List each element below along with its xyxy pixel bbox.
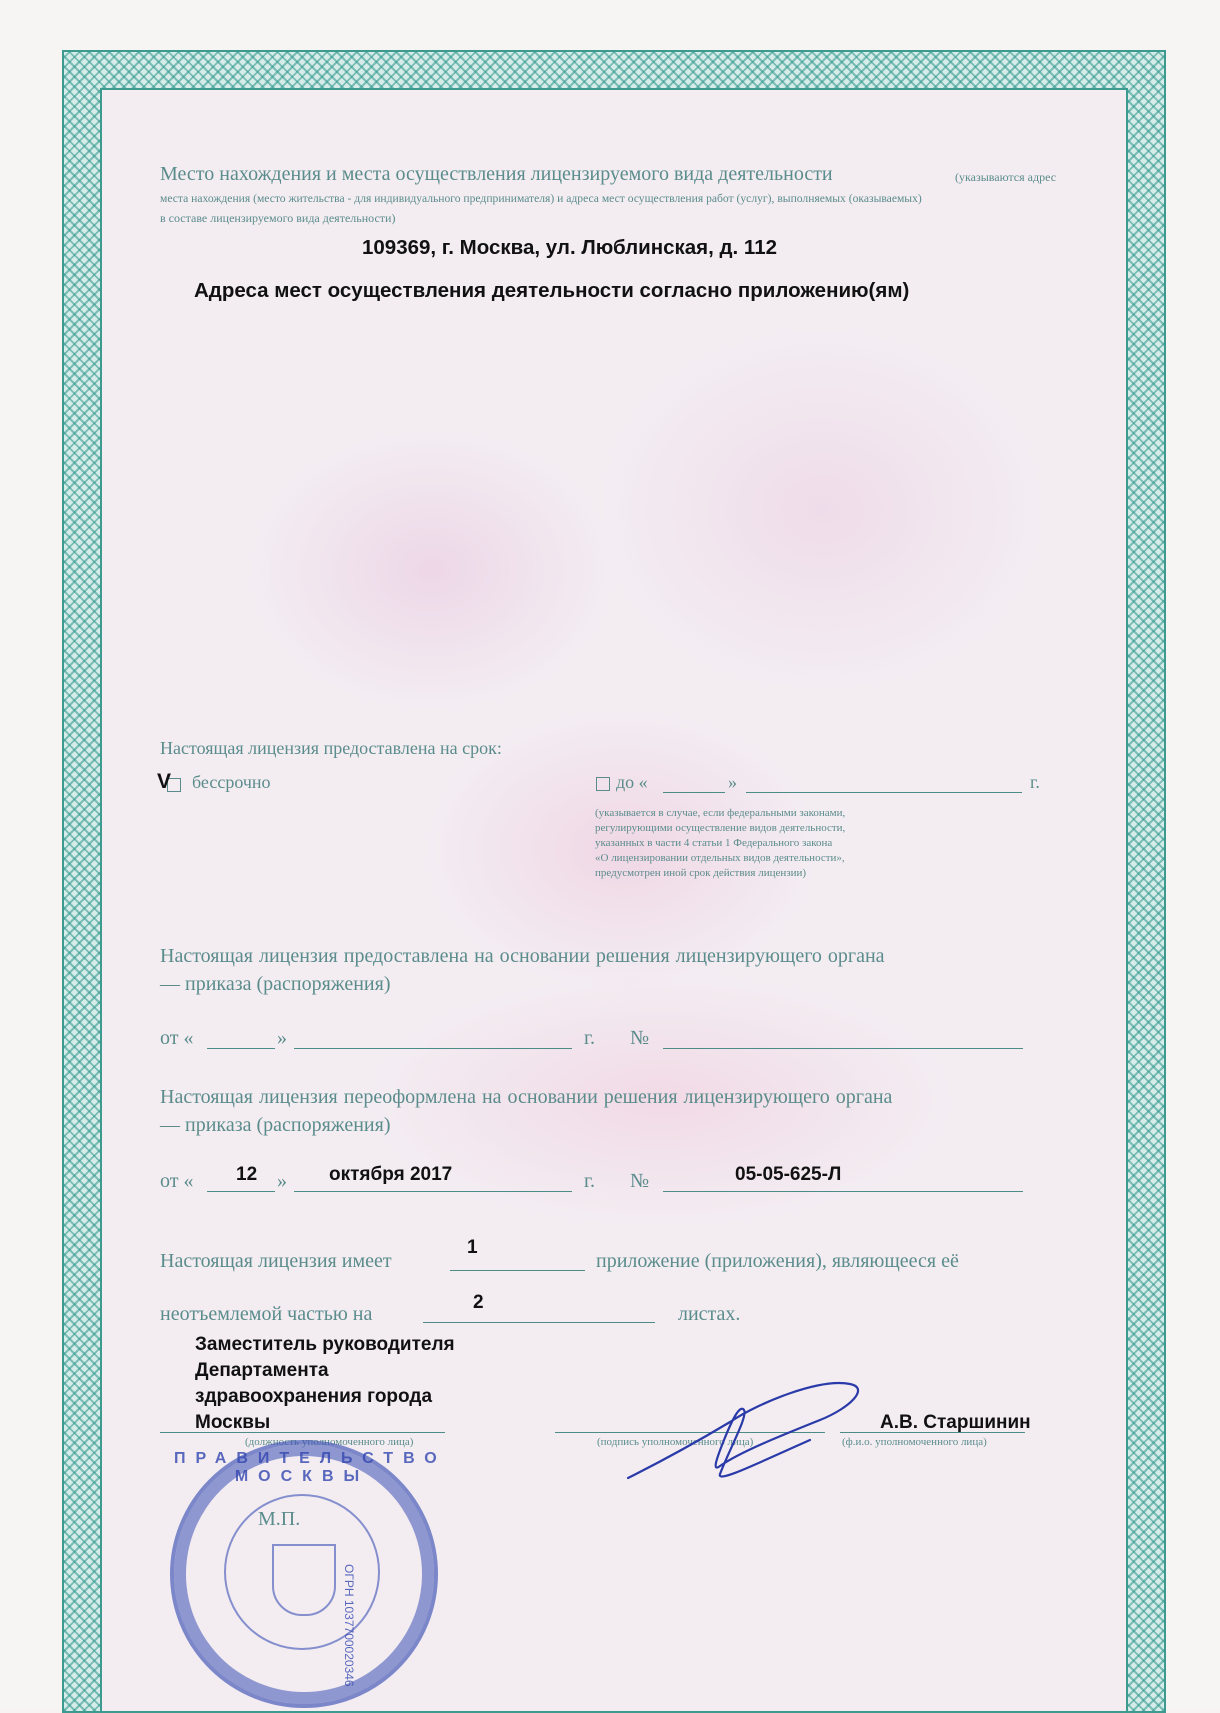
- reissue-number-line: [663, 1191, 1023, 1192]
- term-hint-2: регулирующими осуществление видов деятельности,: [595, 822, 846, 834]
- appendix-text-2: приложение (приложения), являющееся её: [596, 1250, 959, 1272]
- addresses-note: Адреса мест осуществления деятельности согласно приложению(ям): [194, 279, 910, 302]
- term-heading: Настоящая лицензия предоставлена на срок:: [160, 738, 502, 758]
- location-hint-1: (указываются адрес: [955, 170, 1057, 184]
- seal-top-text: ПРАВИТЕЛЬСТВО МОСКВЫ: [174, 1450, 447, 1485]
- grant-from-label: от «: [160, 1027, 194, 1049]
- reissue-month-year: октября 2017: [329, 1164, 453, 1185]
- position-line: [160, 1432, 445, 1433]
- name-caption: (ф.и.о. уполномоченного лица): [842, 1436, 987, 1448]
- grant-day-line: [207, 1048, 275, 1049]
- until-checkbox: [596, 777, 610, 791]
- official-seal: [170, 1440, 447, 1708]
- appendix-text-1: Настоящая лицензия имеет: [160, 1250, 392, 1272]
- signatory-name: А.В. Старшинин: [880, 1412, 1031, 1433]
- location-hint-2: места нахождения (место жительства - для индивидуального предпринимателя) и адреса мест осуществления работ (услуг), выполняемых (оказываемых): [160, 192, 922, 205]
- coat-of-arms-icon: [272, 1544, 336, 1616]
- term-hint-4: «О лицензировании отдельных видов деятельности»,: [595, 852, 845, 864]
- reissue-number: 05-05-625-Л: [735, 1164, 842, 1185]
- appendix-count-line: [450, 1270, 585, 1271]
- indefinite-check-mark: V: [157, 770, 172, 793]
- grant-line-1: Настоящая лицензия предоставлена на основании решения лицензирующего органа: [160, 945, 885, 967]
- grant-year-suffix: г.: [584, 1027, 595, 1049]
- reissue-line-1: Настоящая лицензия переоформлена на основании решения лицензирующего органа: [160, 1086, 893, 1108]
- reissue-from-label: от «: [160, 1170, 194, 1192]
- signatory-position-1: Заместитель руководителя: [195, 1334, 455, 1355]
- until-year-suffix: г.: [1030, 772, 1040, 792]
- appendix-count: 1: [467, 1237, 478, 1258]
- grant-date-line: [294, 1048, 572, 1049]
- sheet-count-line: [423, 1322, 655, 1323]
- reissue-year-suffix: г.: [584, 1170, 595, 1192]
- handwritten-signature: [620, 1370, 880, 1490]
- signatory-position-3: здравоохранения города: [195, 1386, 433, 1407]
- grant-number-sign: №: [630, 1027, 650, 1049]
- reissue-day: 12: [236, 1164, 258, 1185]
- until-date-line: [746, 792, 1022, 793]
- appendix-text-4: листах.: [678, 1303, 741, 1325]
- reissue-number-sign: №: [630, 1170, 650, 1192]
- term-hint-1: (указывается в случае, если федеральными законами,: [595, 807, 846, 819]
- reissue-day-line: [207, 1191, 275, 1192]
- location-hint-3: в составе лицензируемого вида деятельности): [160, 211, 396, 225]
- signatory-position-4: Москвы: [195, 1412, 271, 1433]
- licensee-address: 109369, г. Москва, ул. Люблинская, д. 112: [362, 236, 778, 259]
- reissue-quote-close: »: [277, 1170, 287, 1192]
- grant-line-2: — приказа (распоряжения): [160, 973, 391, 995]
- seal-ogrn: ОГРН 1037700020346: [342, 1564, 356, 1687]
- until-quote-close: »: [728, 772, 737, 792]
- location-heading: Место нахождения и места осуществления лицензируемого вида деятельности: [160, 163, 833, 185]
- appendix-text-3: неотъемлемой частью на: [160, 1303, 373, 1325]
- signatory-position-2: Департамента: [195, 1360, 329, 1381]
- until-label: до «: [616, 772, 648, 792]
- grant-number-line: [663, 1048, 1023, 1049]
- term-hint-5: предусмотрен иной срок действия лицензии): [595, 867, 807, 879]
- until-day-line: [663, 792, 725, 793]
- reissue-date-line: [294, 1191, 572, 1192]
- stamp-place-label: М.П.: [258, 1508, 301, 1530]
- term-hint-3: указанных в части 4 статьи 1 Федерального закона: [595, 837, 833, 849]
- position-caption: (должность уполномоченного лица): [245, 1436, 414, 1448]
- signature-caption: (подпись уполномоченного лица): [597, 1436, 754, 1448]
- sheet-count: 2: [473, 1292, 484, 1313]
- grant-quote-close: »: [277, 1027, 287, 1049]
- reissue-line-2: — приказа (распоряжения): [160, 1114, 391, 1136]
- indefinite-label: бессрочно: [192, 772, 271, 792]
